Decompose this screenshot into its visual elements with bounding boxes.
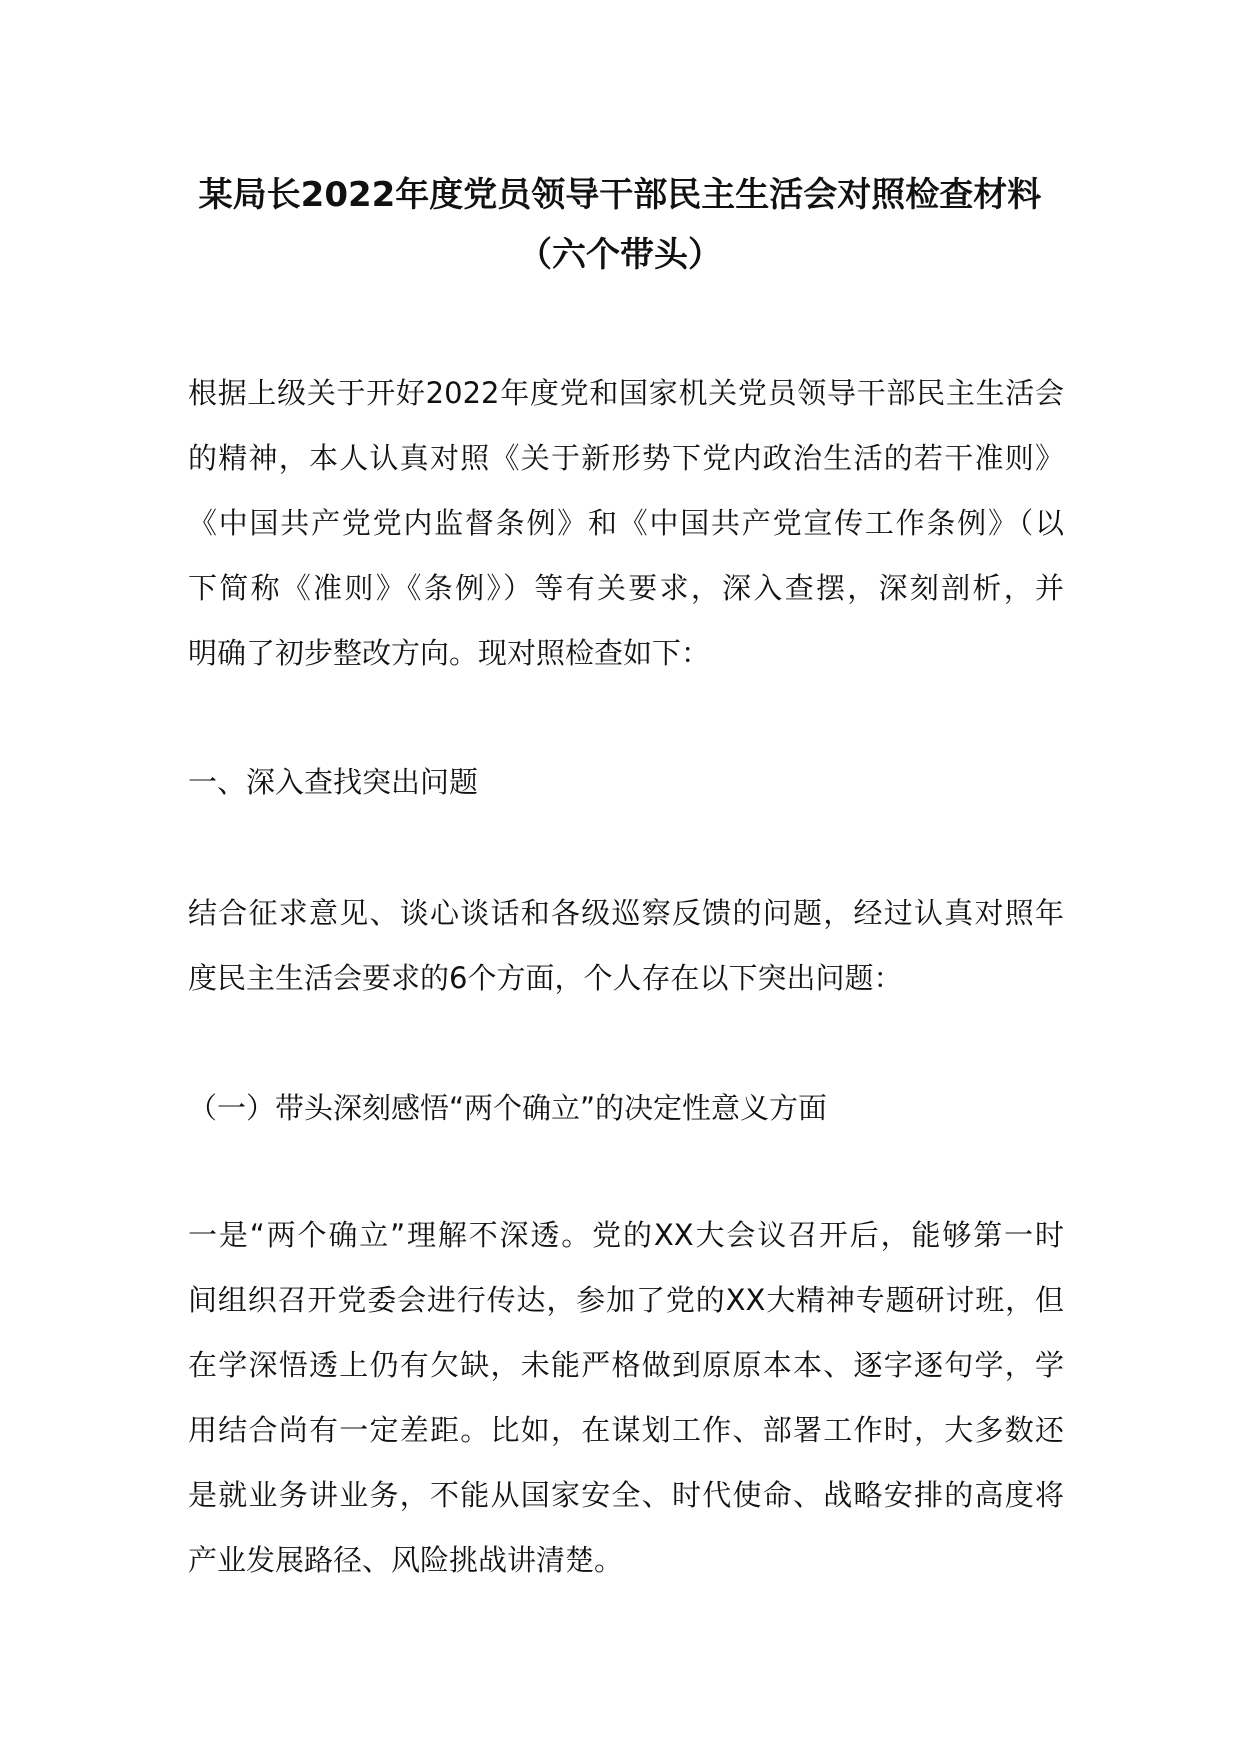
subsection-paragraph [188, 1203, 1064, 1593]
paragraph-line: 《中国共产党党内监督条例》和《中国共产党宣传工作条例》（以 [188, 506, 1064, 540]
paragraph-line: 结合征求意见、谈心谈话和各级巡察反馈的问题，经过认真对照年 [188, 896, 1064, 930]
paragraph-line: 用结合尚有一定差距。比如，在谋划工作、部署工作时，大多数还 [188, 1413, 1064, 1447]
subsection-heading: （一）带头深刻感悟“两个确立”的决定性意义方面 [188, 1091, 828, 1125]
paragraph-line: 产业发展路径、风险挑战讲清楚。 [188, 1543, 624, 1577]
paragraph-line: 一是“两个确立”理解不深透。党的XX大会议召开后，能够第一时 [188, 1218, 1064, 1252]
document-title: 某局长2022年度党员领导干部民主生活会对照检查材料 [198, 175, 1042, 215]
paragraph-line: 是就业务讲业务，不能从国家安全、时代使命、战略安排的高度将 [188, 1478, 1064, 1512]
paragraph-line: 明确了初步整改方向。现对照检查如下： [188, 636, 711, 670]
paragraph-line: 下简称《准则》《条例》）等有关要求，深入查摆，深刻剖析，并 [188, 571, 1064, 605]
paragraph-line: 根据上级关于开好2022年度党和国家机关党员领导干部民主生活会 [188, 376, 1064, 410]
paragraph-line: 间组织召开党委会进行传达，参加了党的XX大精神专题研讨班，但 [188, 1283, 1064, 1317]
paragraph-line: 的精神，本人认真对照《关于新形势下党内政治生活的若干准则》 [188, 441, 1064, 475]
intro-paragraph [188, 361, 1064, 686]
section-paragraph [188, 881, 1064, 1011]
paragraph-line: 度民主生活会要求的6个方面，个人存在以下突出问题： [188, 961, 903, 995]
paragraph-line: 在学深悟透上仍有欠缺，未能严格做到原原本本、逐字逐句学，学 [188, 1348, 1064, 1382]
section-heading: 一、深入查找突出问题 [188, 765, 479, 799]
document-subtitle: （六个带头） [518, 235, 722, 275]
